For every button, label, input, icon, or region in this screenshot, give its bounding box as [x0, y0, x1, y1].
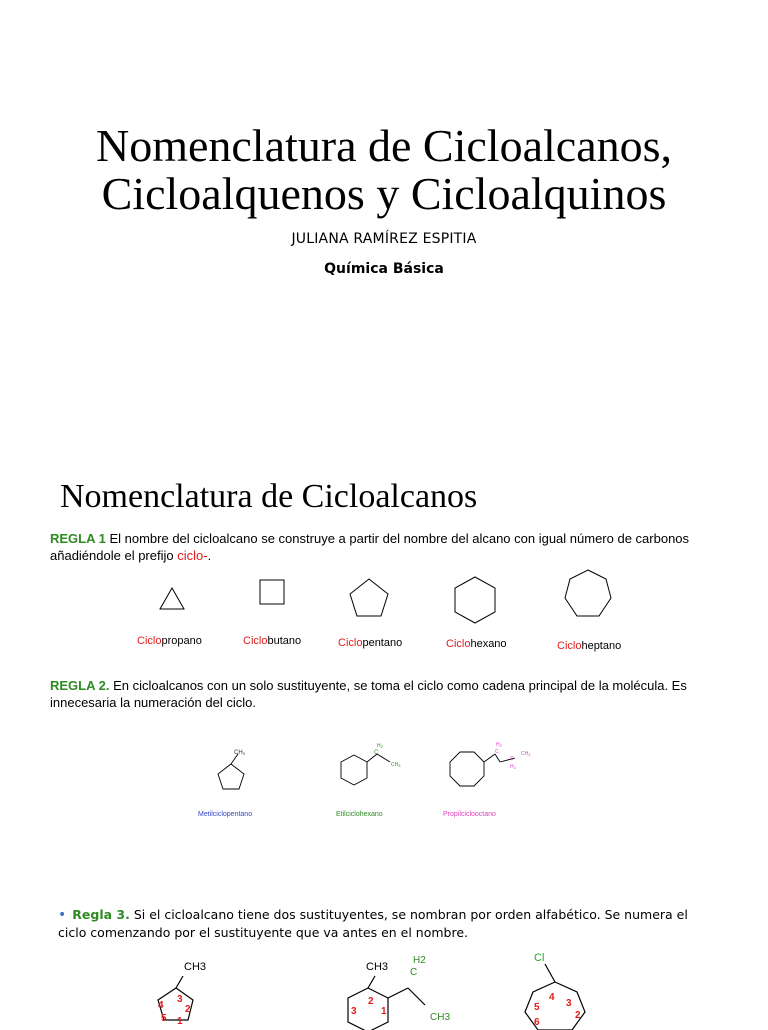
- substituent-examples: [0, 740, 768, 880]
- rule-1-text: El nombre del cicloalcano se construye a partir del nombre del alcano con igual número de carbonos añadiéndole el prefijo: [50, 531, 690, 563]
- cl-label: Cl: [534, 952, 545, 964]
- c-label: C: [410, 967, 418, 978]
- cycloheptane-ring: [565, 570, 611, 616]
- rule-3-text: Si el cicloalcano tiene dos sustituyentes, se nombran por orden alfabético. Se numera el ciclo comenzando por el sustituyente que va antes en el nombre.: [58, 907, 688, 940]
- ring-label-5: Cicloheptano: [557, 640, 622, 652]
- rule-1: [50, 530, 710, 564]
- example-name-2: Etilciclohexano: [336, 811, 383, 818]
- rule-1-tag: REGLA 1: [50, 531, 106, 546]
- slide-title: Nomenclatura de Cicloalcanos: [60, 478, 478, 515]
- example-structure-2: [348, 955, 450, 1030]
- h2-label: $H_2$: [496, 742, 502, 748]
- ring-label-1: Ciclopropano: [137, 635, 202, 647]
- number-label: 3: [566, 998, 572, 1009]
- propylcyclooctane-structure: [443, 742, 531, 818]
- cyclopentane-ring: [350, 579, 388, 616]
- rule-2: [50, 677, 710, 711]
- number-label: 5: [161, 1013, 167, 1024]
- ring-label-2: Ciclobutano: [243, 635, 302, 647]
- example-name-1: Metilciclopentano: [198, 811, 253, 818]
- cyclopropane-ring: [160, 588, 184, 609]
- main-title-line1: Nomenclatura de Cicloalcanos,: [95, 120, 673, 171]
- ch3-label: CH3: [366, 961, 389, 973]
- main-title-line2: Cicloalquenos y Cicloalquinos: [101, 168, 667, 219]
- h2-label: $H_2$: [510, 764, 516, 770]
- ethylcyclohexane-structure: [336, 743, 401, 818]
- number-label: 6: [534, 1017, 540, 1028]
- methylcyclopentane-structure: [198, 750, 252, 818]
- cycloalkane-slide: [0, 450, 768, 870]
- number-label: 2: [575, 1010, 581, 1021]
- example-structure-3: [525, 952, 585, 1030]
- rule-3-slide: [0, 870, 768, 1028]
- number-label: 3: [177, 994, 183, 1005]
- number-label: 4: [158, 1000, 164, 1011]
- author-name: JULIANA RAMÍREZ ESPITIA: [291, 231, 477, 247]
- number-label: 5: [534, 1002, 540, 1013]
- number-label: 2: [368, 996, 374, 1007]
- rule-2-text: En cicloalcanos con un solo sustituyente, se toma el ciclo como cadena principal de la molécula. Es innecesaria la numeración del ciclo.: [50, 678, 687, 710]
- disubstituted-examples: [0, 950, 768, 1030]
- ch3-label: $CH_3$: [521, 751, 531, 757]
- number-label: 1: [177, 1016, 183, 1027]
- rule-1-end: .: [207, 548, 212, 563]
- rule-2-tag: REGLA 2.: [50, 678, 110, 693]
- ring-label-3: Ciclopentano: [338, 637, 403, 649]
- rule-1-prefix: ciclo-: [177, 548, 208, 563]
- cyclobutane-ring: [260, 580, 284, 604]
- bullet-icon: •: [58, 907, 67, 923]
- main-title: [0, 122, 768, 218]
- title-slide: [0, 0, 768, 450]
- c-label: C: [510, 756, 514, 762]
- ring-label-4: Ciclohexano: [446, 638, 507, 650]
- ch3-label: CH3: [430, 1012, 451, 1023]
- number-label: 3: [351, 1006, 357, 1017]
- number-label: 4: [549, 992, 555, 1003]
- number-label: 2: [185, 1004, 191, 1015]
- h2-label: $H_2$: [377, 743, 383, 749]
- ch3-label: CH3: [234, 750, 245, 756]
- rule-3: [58, 906, 708, 941]
- course-name: Química Básica: [324, 261, 444, 277]
- cyclohexane-ring: [455, 577, 495, 623]
- ch3-label: $CH_3$: [391, 762, 401, 768]
- ch3-label: CH3: [184, 961, 207, 973]
- example-name-3: Propilciclooctano: [443, 811, 496, 818]
- example-structure-1: [158, 961, 206, 1027]
- rule-3-tag: Regla 3.: [72, 907, 130, 922]
- c-label: C: [374, 750, 379, 756]
- h2-label: H2: [413, 955, 426, 966]
- number-label: 1: [381, 1006, 387, 1017]
- c-label: C: [495, 749, 499, 755]
